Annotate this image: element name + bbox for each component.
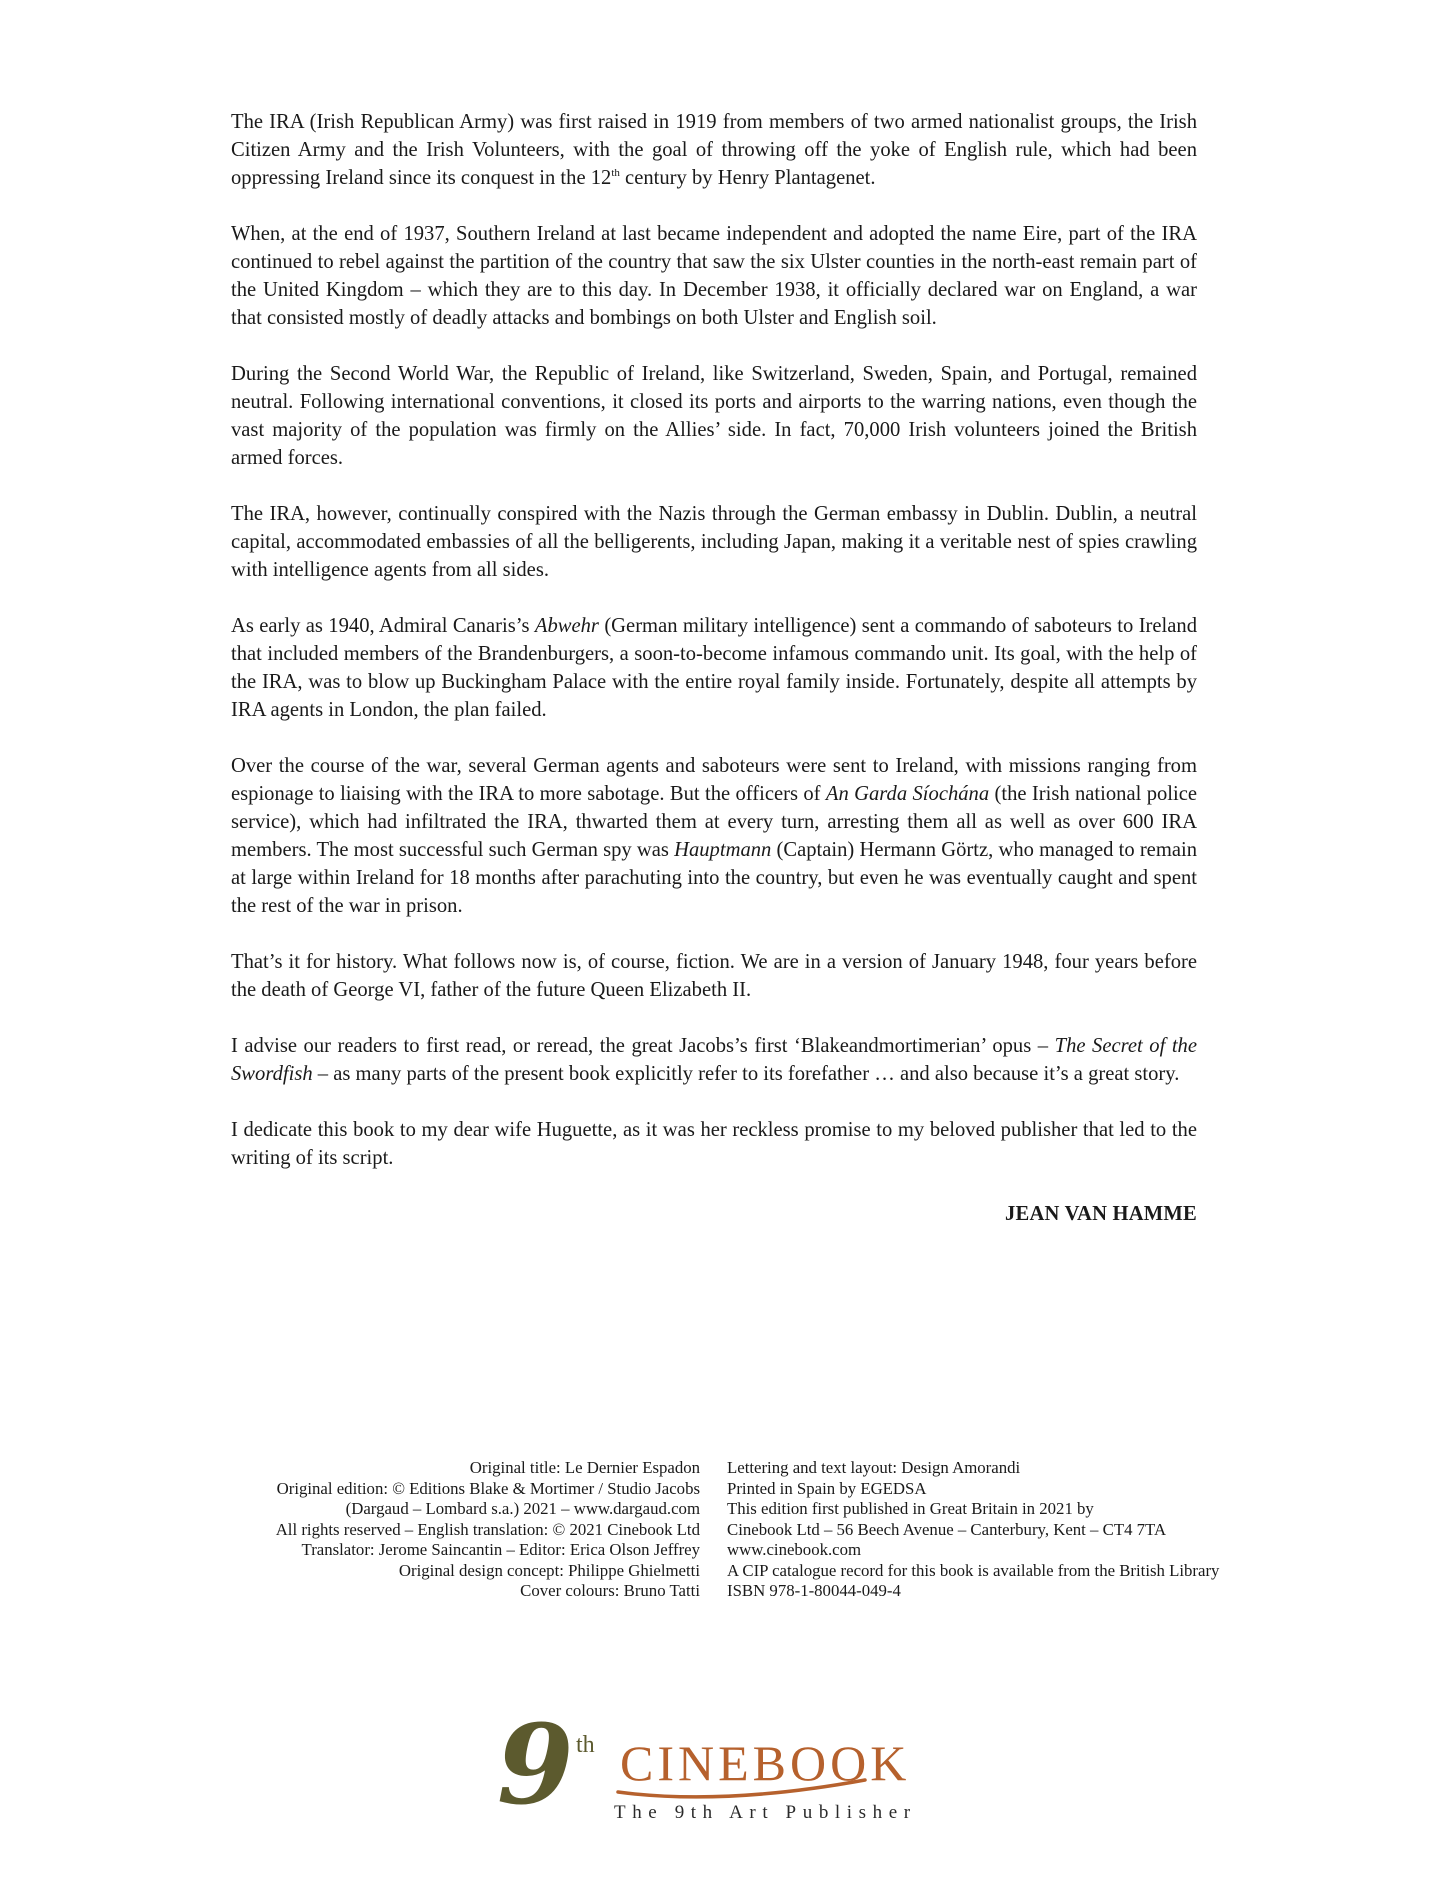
superscript-ordinal: th	[611, 167, 620, 180]
credit-line: All rights reserved – English translation: © 2021 Cinebook Ltd	[275, 1519, 700, 1539]
logo-tagline: The 9th Art Publisher	[614, 1802, 917, 1823]
italic-term: Abwehr	[534, 615, 599, 637]
credit-line: www.cinebook.com	[727, 1540, 862, 1559]
logo-numeral: 9	[497, 1700, 574, 1829]
author-signature: JEAN VAN HAMME	[1005, 1203, 1197, 1225]
credits-right-column	[727, 1458, 1219, 1602]
credit-line: Printed in Spain by EGEDSA	[727, 1478, 927, 1498]
credit-line: Original edition: © Editions Blake & Mortimer / Studio Jacobs	[276, 1478, 700, 1498]
logo-wordmark: CINEBOOK	[620, 1735, 911, 1791]
logo-ordinal: th	[576, 1732, 595, 1758]
credit-line: ISBN 978-1-80044-049-4	[727, 1581, 901, 1600]
credit-line: Original design concept: Philippe Ghielmetti	[398, 1560, 700, 1580]
credit-line: Translator: Jerome Saincantin – Editor: Erica Olson Jeffrey	[301, 1540, 700, 1559]
credit-line: Original title: Le Dernier Espadon	[469, 1458, 700, 1477]
credit-line: Lettering and text layout: Design Amorandi	[727, 1458, 1021, 1477]
italic-title: The Secret of the Swordfish	[231, 1035, 1197, 1085]
credits-left-column	[276, 1458, 700, 1602]
paragraph-abwehr: As early as 1940, Admiral Canaris’s Abwehr (German military intelligence) sent a commando of saboteurs to Ireland that included members of the Brandenburgers, a soon-to-become infamous commando unit. Its goal, with the help of the IRA, was to blow up Buckingham Palace with the entire royal family inside. Fortunately, despite all attempts by IRA agents in London, the plan failed.	[231, 615, 1198, 721]
credit-line: Cover colours: Bruno Tatti	[520, 1581, 700, 1600]
paragraph-independence: When, at the end of 1937, Southern Ireland at last became independent and adopted the name Eire, part of the IRA continued to rebel against the partition of the country that saw the six Ulster counties in the north-east remain part of the United Kingdom – which they are to this day. In December 1938, it officially declared war on England, a war that consisted mostly of deadly attacks and bombings on both Ulster and English soil.	[231, 223, 1197, 329]
paragraph-german-agents: Over the course of the war, several German agents and saboteurs were sent to Ireland, with missions ranging from espionage to liaising with the IRA to more sabotage. But the officers of An Garda Síochána (the Irish national police service), which had infiltrated the IRA, thwarted them at every turn, arresting them all as well as over 600 IRA members. The most successful such German spy was Hauptmann (Captain) Hermann Görtz, who managed to remain at large within Ireland for 18 months after parachuting into the country, but even he was eventually caught and spent the rest of the war in prison.	[231, 755, 1198, 917]
credit-line: Cinebook Ltd – 56 Beech Avenue – Canterbury, Kent – CT4 7TA	[727, 1519, 1167, 1539]
italic-term: Hauptmann	[674, 839, 772, 861]
paragraph-fiction: That’s it for history. What follows now is, of course, fiction. We are in a version of January 1948, four years before the death of George VI, father of the future Queen Elizabeth II.	[231, 951, 1197, 1001]
credit-line: (Dargaud – Lombard s.a.) 2021 – www.dargaud.com	[345, 1499, 700, 1518]
foreword-text	[231, 108, 1197, 1256]
italic-term: An Garda Síochána	[825, 783, 990, 805]
paragraph-dedication: I dedicate this book to my dear wife Huguette, as it was her reckless promise to my beloved publisher that led to the writing of its script.	[231, 1119, 1197, 1169]
paragraph-ira-origins: The IRA (Irish Republican Army) was first raised in 1919 from members of two armed nationalist groups, the Irish Citizen Army and the Irish Volunteers, with the goal of throwing off the yoke of English rule, which had been oppressing Ireland since its conquest in the 12th century by Henry Plantagenet.	[231, 111, 1197, 189]
paragraph-dublin-spies: The IRA, however, continually conspired with the Nazis through the German embassy in Dublin. Dublin, a neutral capital, accommodated embassies of all the belligerents, including Japan, making it a veritable nest of spies crawling with intelligence agents from all sides.	[231, 503, 1197, 581]
paragraph-advice: I advise our readers to first read, or reread, the great Jacobs’s first ‘Blakeandmortimerian’ opus – The Secret of the Swordfish – as many parts of the present book explicitly refer to its forefather … and also because it’s a great story.	[231, 1035, 1197, 1085]
paragraph-neutrality: During the Second World War, the Republic of Ireland, like Switzerland, Sweden, Spain, and Portugal, remained neutral. Following international conventions, it closed its ports and airports to the warring nations, even though the vast majority of the population was firmly on the Allies’ side. In fact, 70,000 Irish volunteers joined the British armed forces.	[231, 363, 1197, 469]
cinebook-logo	[493, 1700, 943, 1832]
credit-line: A CIP catalogue record for this book is available from the British Library	[727, 1560, 1220, 1580]
credit-line: This edition first published in Great Britain in 2021 by	[727, 1499, 1094, 1518]
